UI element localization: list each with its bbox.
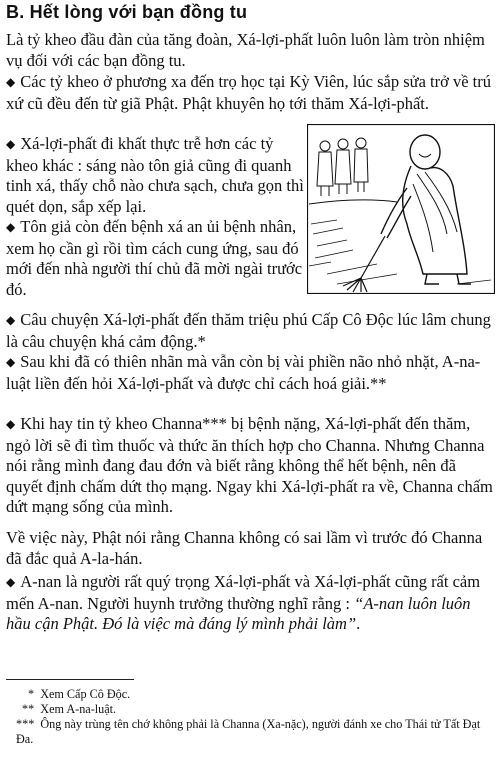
paragraph-anuruddha <box>6 352 494 394</box>
footnote-text: Xem Cấp Cô Độc. <box>40 687 131 701</box>
footnote-mark: * <box>28 687 35 701</box>
paragraph-anathapindika <box>6 310 494 352</box>
paragraph-text: Các tỷ kheo ở phương xa đến trọ học tại Kỳ Viên, lúc sắp sửa trở về trú xứ cũ đều đến từ giã Phật. Phật khuyên họ tới thăm Xá-lợi-phất. <box>6 72 491 113</box>
paragraph-buddha-verdict: Về việc này, Phật nói rằng Channa không có sai lầm vì trước đó Channa đã đắc quả A-la-hán. <box>6 528 483 568</box>
bullet-diamond-icon: ◆ <box>6 575 16 589</box>
paragraph-infirmary <box>6 217 304 300</box>
paragraph-text-end: . <box>356 614 361 633</box>
paragraph-text: Câu chuyện Xá-lợi-phất đến thăm triệu phú Cấp Cô Độc lúc lâm chung là câu chuyện khá cảm động.* <box>6 310 491 351</box>
paragraph-text: Xá-lợi-phất đi khất thực trễ hơn các tỷ kheo khác : sáng nào tôn giả cũng đi quanh tinh xá, thấy chỗ nào chưa sạch, chưa gọn thì quét dọn, sắp xếp lại. <box>6 134 304 216</box>
footnote-text: Ông này trùng tên chớ không phải là Channa (Xa-nặc), người đánh xe cho Thái tử Tất Đạt Đa. <box>16 717 481 746</box>
paragraph-intro: Là tỷ kheo đầu đàn của tăng đoàn, Xá-lợi-phất luôn luôn làm tròn nhiệm vụ đối với các bạn đồng tu. <box>6 30 485 70</box>
footnote-text: Xem A-na-luật. <box>40 702 117 716</box>
footnote-3 <box>16 717 494 746</box>
footnote-divider <box>6 679 134 680</box>
footnote-mark: ** <box>22 702 35 716</box>
footnote-2 <box>22 702 116 717</box>
bullet-diamond-icon: ◆ <box>6 355 16 369</box>
quote-text: “A-nan luôn luôn hầu cận Phật. Đó là việc mà đáng lý mình phải làm” <box>6 593 471 633</box>
monk-sweeping-icon <box>307 124 495 294</box>
paragraph-ananda <box>6 572 494 635</box>
section-heading: B. Hết lòng với bạn đồng tu <box>6 2 248 22</box>
bullet-diamond-icon: ◆ <box>6 75 16 89</box>
paragraph-text: A-nan là người rất quý trọng Xá-lợi-phất và Xá-lợi-phất cũng rất cảm mến A-nan. Người huynh trưởng thường nghĩ rằng : <box>6 572 481 613</box>
paragraph-text: Sau khi đã có thiên nhãn mà vẫn còn bị vài phiền não nhỏ nhặt, A-na-luật liền đến hỏi Xá-lợi-phất và được chỉ cách hoá giải.** <box>6 352 481 393</box>
paragraph-text: Tôn giả còn đến bệnh xá an ủi bệnh nhân, xem họ cần gì rồi tìm cách cung ứng, sau đó mới đến nhà người thí chủ đã mời ngài trước đó. <box>6 217 303 299</box>
paragraph-alms-round <box>6 134 304 217</box>
footnote-mark: *** <box>16 717 35 731</box>
bullet-diamond-icon: ◆ <box>6 220 16 234</box>
bullet-diamond-icon: ◆ <box>6 417 16 431</box>
footnote-1 <box>28 687 130 702</box>
paragraph-monks-visit <box>6 72 494 114</box>
monk-sweeping-illustration <box>307 124 495 294</box>
bullet-diamond-icon: ◆ <box>6 313 16 327</box>
bullet-diamond-icon: ◆ <box>6 137 16 151</box>
paragraph-channa <box>6 414 494 518</box>
paragraph-text: Khi hay tin tỷ kheo Channa*** bị bệnh nặng, Xá-lợi-phất đến thăm, ngỏ lời sẽ đi tìm thuốc và thức ăn thích hợp cho Channa. Nhưng Channa nói rằng mình đang đau đớn và biết rằng không thể hết bệnh, nên đã quyết định chấm dứt thọ mạng. Ngay khi Xá-lợi-phất ra về, Channa chấm dứt mạng sống của mình. <box>6 414 493 516</box>
